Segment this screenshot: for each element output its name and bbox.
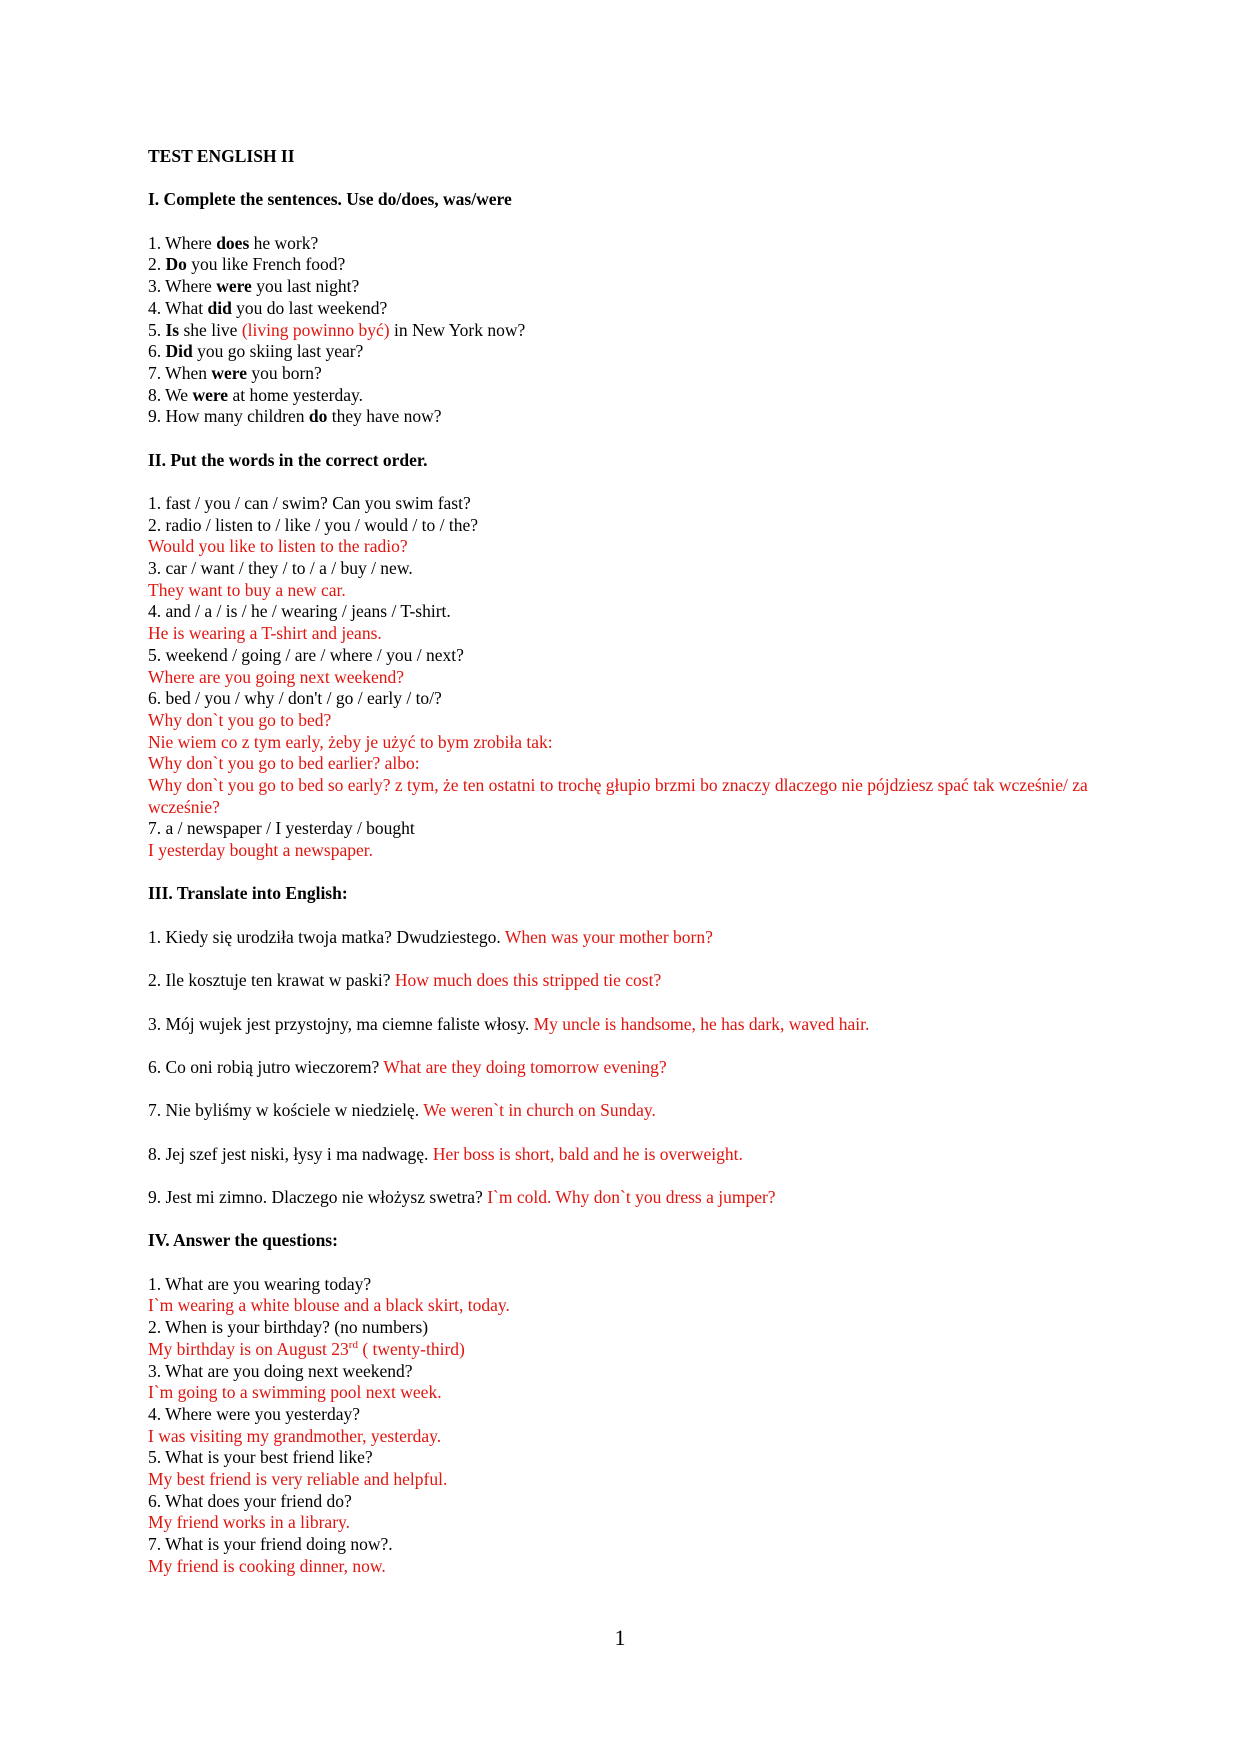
section-3-heading: III. Translate into English:: [148, 883, 348, 904]
answer-line: [148, 1426, 1098, 1448]
answer-line: Why don`t you go to bed earlier? albo:: [148, 753, 420, 774]
english-translation: How much does this stripped tie cost?: [394, 970, 662, 991]
page-number: 1: [614, 1625, 626, 1650]
answer-word: Did: [165, 341, 193, 362]
question-line: [148, 320, 1098, 342]
answer-word: were: [216, 276, 252, 297]
english-translation: Her boss is short, bald and he is overweight.: [432, 1143, 743, 1164]
answer-line: [148, 1556, 1098, 1578]
answer-line: [148, 1295, 1098, 1317]
section-1-list: [148, 233, 1098, 428]
question-line: 7. What is your friend doing now?.: [148, 1534, 393, 1555]
answer-word: were: [192, 384, 229, 405]
answer-line: Why don`t you go to bed?: [148, 709, 332, 730]
document-body: [148, 146, 1098, 1577]
english-translation: What are they doing tomorrow evening?: [383, 1056, 667, 1077]
answer-line: I yesterday bought a newspaper.: [148, 840, 373, 861]
answer-line: Would you like to listen to the radio?: [148, 536, 408, 557]
section-4-heading: IV. Answer the questions:: [148, 1230, 338, 1251]
question-line: [148, 233, 1098, 255]
section-2-list: [148, 493, 1098, 862]
question-line: [148, 276, 1098, 298]
answer-word: were: [211, 362, 247, 383]
question-line: 4. Where were you yesterday?: [148, 1403, 361, 1424]
polish-sentence: 9. Jest mi zimno. Dlaczego nie włożysz swetra?: [148, 1187, 488, 1208]
spacer: [148, 992, 1098, 1014]
answer-word: Is: [165, 319, 180, 340]
answer-text: My friend is cooking dinner, now.: [148, 1555, 386, 1576]
section-4-list: [148, 1274, 1098, 1578]
answer-line: [148, 1339, 1098, 1361]
answer-text: I`m wearing a white blouse and a black skirt, today.: [148, 1295, 510, 1316]
question-text: 7. When: [148, 362, 212, 383]
answer-text: ( twenty-third): [357, 1338, 465, 1359]
question-line: [148, 385, 1098, 407]
question-line: [148, 298, 1098, 320]
spacer: [148, 1035, 1098, 1057]
question-text: you go skiing last year?: [192, 341, 364, 362]
question-line: 5. What is your best friend like?: [148, 1447, 373, 1468]
answer-word: did: [207, 297, 232, 318]
question-line: 3. car / want / they / to / a / buy / new.: [148, 558, 413, 579]
answer-word: does: [216, 232, 250, 253]
answer-text: I was visiting my grandmother, yesterday.: [148, 1425, 442, 1446]
answer-line: Why don`t you go to bed so early? z tym, że ten ostatni to trochę głupio brzmi bo znaczy dlaczego nie pójdziesz spać tak wcześnie/ za wcześnie?: [148, 774, 1088, 817]
question-text: 1. Where: [148, 232, 217, 253]
translation-line: [148, 970, 1098, 992]
answer-line: [148, 1382, 1098, 1404]
question-text: 8. We: [148, 384, 193, 405]
question-text: he work?: [249, 232, 319, 253]
question-line: [148, 341, 1098, 363]
question-text: 2.: [148, 254, 166, 275]
question-text: you do last weekend?: [231, 297, 388, 318]
answer-line: They want to buy a new car.: [148, 579, 346, 600]
english-translation: When was your mother born?: [504, 926, 713, 947]
document-title: TEST ENGLISH II: [148, 146, 295, 166]
answer-text: My friend works in a library.: [148, 1512, 351, 1533]
question-text: 9. How many children: [148, 406, 309, 427]
section-3-list: [148, 927, 1098, 1231]
translation-line: [148, 927, 1098, 949]
question-text: you last night?: [251, 276, 360, 297]
question-text: 5.: [148, 319, 166, 340]
answer-line: [148, 1469, 1098, 1491]
question-line: [148, 254, 1098, 276]
question-line: 4. and / a / is / he / wearing / jeans / T-shirt.: [148, 601, 451, 622]
question-text: 3. Where: [148, 276, 217, 297]
polish-sentence: 6. Co oni robią jutro wieczorem?: [148, 1056, 384, 1077]
question-line: [148, 363, 1098, 385]
answer-text: I`m going to a swimming pool next week.: [148, 1382, 442, 1403]
ordinal-suffix: rd: [348, 1339, 358, 1352]
question-line: 1. What are you wearing today?: [148, 1273, 372, 1294]
question-line: 6. What does your friend do?: [148, 1490, 352, 1511]
spacer: [148, 1122, 1098, 1144]
question-text: they have now?: [327, 406, 442, 427]
answer-line: [148, 1512, 1098, 1534]
question-text: 6.: [148, 341, 166, 362]
correction-note: (living powinno być): [241, 319, 390, 340]
polish-sentence: 2. Ile kosztuje ten krawat w paski?: [148, 970, 395, 991]
answer-line: He is wearing a T-shirt and jeans.: [148, 623, 382, 644]
answer-line: Where are you going next weekend?: [148, 666, 405, 687]
translation-line: [148, 1057, 1098, 1079]
question-text: in New York now?: [389, 319, 526, 340]
polish-sentence: 1. Kiedy się urodziła twoja matka? Dwudziestego.: [148, 926, 505, 947]
question-text: at home yesterday.: [228, 384, 364, 405]
question-text: she live: [179, 319, 242, 340]
question-line: [148, 406, 1098, 428]
answer-text: My best friend is very reliable and helpful.: [148, 1468, 448, 1489]
spacer: [148, 1079, 1098, 1101]
question-text: you like French food?: [186, 254, 346, 275]
polish-sentence: 8. Jej szef jest niski, łysy i ma nadwagę.: [148, 1143, 433, 1164]
spacer: [148, 1165, 1098, 1187]
question-line: 2. When is your birthday? (no numbers): [148, 1317, 429, 1338]
english-translation: My uncle is handsome, he has dark, waved hair.: [533, 1013, 870, 1034]
answer-word: do: [308, 406, 328, 427]
question-line: 1. fast / you / can / swim? Can you swim fast?: [148, 493, 471, 513]
question-text: you born?: [246, 362, 322, 383]
answer-word: Do: [165, 254, 187, 275]
translation-line: [148, 1144, 1098, 1166]
section-1-heading: I. Complete the sentences. Use do/does, was/were: [148, 189, 512, 210]
english-translation: I`m cold. Why don`t you dress a jumper?: [487, 1187, 776, 1208]
translation-line: [148, 1014, 1098, 1036]
english-translation: We weren`t in church on Sunday.: [423, 1100, 656, 1121]
question-line: 3. What are you doing next weekend?: [148, 1360, 413, 1381]
answer-text: My birthday is on August 23: [148, 1338, 349, 1359]
polish-sentence: 3. Mój wujek jest przystojny, ma ciemne faliste włosy.: [148, 1013, 534, 1034]
spacer: [148, 1209, 1098, 1231]
question-text: 4. What: [148, 297, 208, 318]
answer-line: Nie wiem co z tym early, żeby je użyć to bym zrobiła tak:: [148, 731, 553, 752]
spacer: [148, 948, 1098, 970]
question-line: 2. radio / listen to / like / you / would / to / the?: [148, 514, 479, 535]
section-2-heading: II. Put the words in the correct order.: [148, 449, 428, 470]
question-line: 7. a / newspaper / I yesterday / bought: [148, 818, 415, 839]
question-line: 5. weekend / going / are / where / you / next?: [148, 644, 464, 665]
translation-line: [148, 1100, 1098, 1122]
translation-line: [148, 1187, 1098, 1209]
question-line: 6. bed / you / why / don't / go / early / to/?: [148, 688, 442, 709]
polish-sentence: 7. Nie byliśmy w kościele w niedzielę.: [148, 1100, 424, 1121]
